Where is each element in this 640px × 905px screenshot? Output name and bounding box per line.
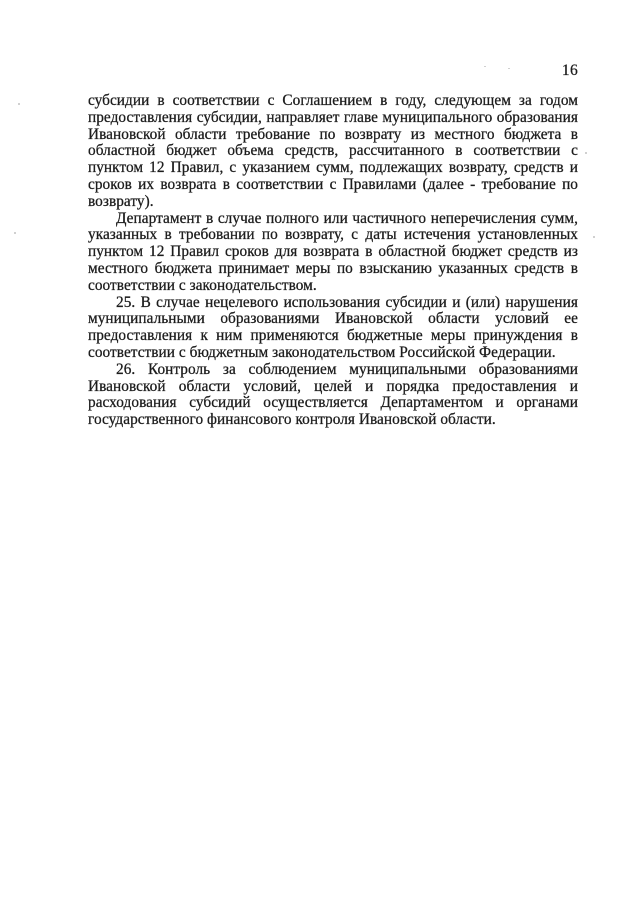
- text-line: местного бюджета принимает меры по взысканию указанных средств в: [88, 259, 578, 277]
- text-line: пунктом 12 Правил сроков для возврата в областной бюджет средств из: [88, 243, 578, 261]
- page-number: 16: [561, 62, 578, 79]
- scan-speck: [593, 236, 595, 238]
- text-line: сроков их возврата в соответствии с Правилами (далее - требование по: [88, 175, 578, 193]
- text-line: субсидии в соответствии с Соглашением в году, следующем за годом: [88, 92, 578, 109]
- paragraph: [88, 295, 578, 362]
- paragraph: [88, 211, 578, 295]
- body-text: [88, 93, 578, 429]
- text-line: 25. В случае нецелевого использования субсидии и (или) нарушения: [116, 293, 578, 311]
- text-line: Ивановской области условий, целей и порядка предоставления и: [88, 377, 578, 395]
- text-line: областной бюджет объема средств, рассчитанного в соответствии с: [88, 142, 578, 160]
- text-line: расходования субсидий осуществляется Департаментом и органами: [88, 394, 578, 412]
- text-line: муниципальными образованиями Ивановской области условий ее: [88, 310, 578, 328]
- text-line: указанных в требовании по возврату, с даты истечения установленных: [88, 226, 578, 244]
- text-line: соответствии с законодательством.: [88, 276, 317, 294]
- paragraph: [88, 362, 578, 429]
- text-line: возврату).: [88, 192, 154, 210]
- text-line: государственного финансового контроля Ивановской области.: [88, 411, 496, 429]
- scan-speck: [14, 232, 16, 234]
- paragraph: [88, 93, 578, 211]
- text-line: пунктом 12 Правил, с указанием сумм, подлежащих возврату, средств и: [88, 159, 578, 177]
- scan-speck: [508, 68, 510, 69]
- text-line: Ивановской области требование по возврату из местного бюджета в: [88, 125, 578, 143]
- text-line: Департамент в случае полного или частичного неперечисления сумм,: [116, 209, 578, 227]
- text-line: 26. Контроль за соблюдением муниципальными образованиями: [116, 360, 578, 378]
- text-line: предоставления к ним применяются бюджетные меры принуждения в: [88, 327, 578, 345]
- scan-speck: [585, 152, 587, 154]
- text-line: предоставления субсидии, направляет главе муниципального образования: [88, 108, 578, 126]
- scan-speck: [484, 66, 486, 67]
- scan-speck: [18, 103, 20, 105]
- text-line: соответствии с бюджетным законодательством Российской Федерации.: [88, 343, 556, 361]
